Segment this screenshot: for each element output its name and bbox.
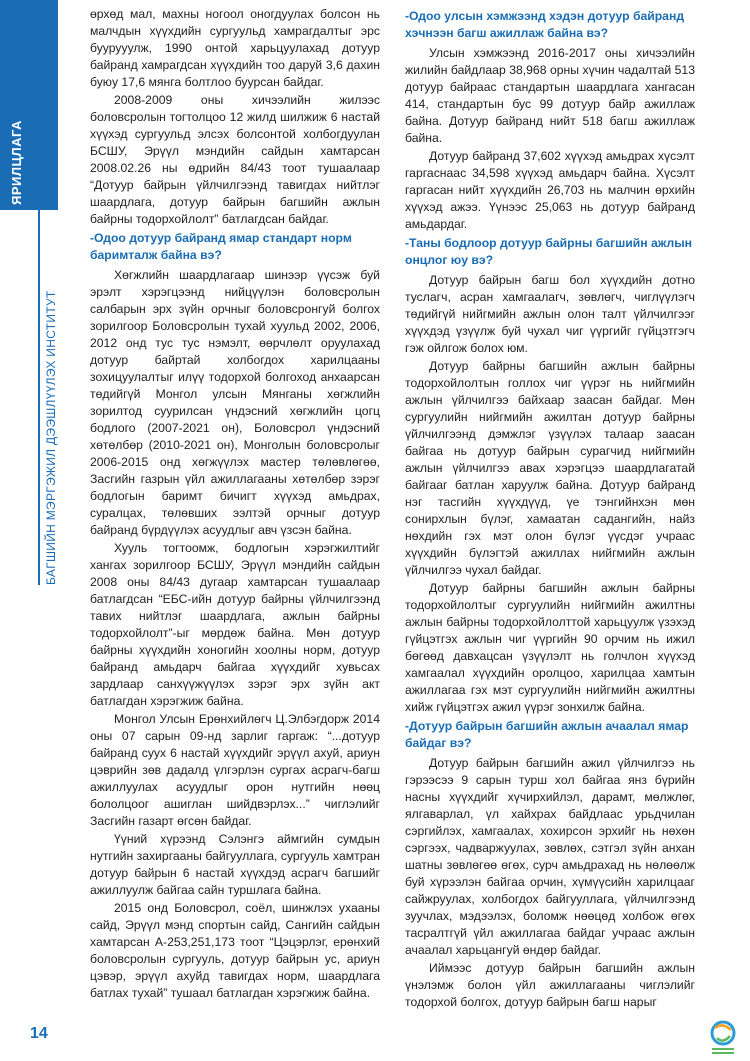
paragraph: Дотуур байрын багш бол хүүхдийн дотно туслагч, асран хамгаалагч, зөвлөгч, чиглүүлэгч төдийгүй нийгмийн ажлын олон талт үйлчилгээг хүүхдэд үзүүлж буй чухал чиг үүргийг гүйцэтгэгч гэж ойлгож болох юм.	[405, 273, 695, 355]
sidebar-rule	[38, 210, 40, 585]
question-heading: -Дотуур байрын багшийн ажлын ачаалал ямар байдаг вэ?	[405, 719, 689, 750]
section-label: ЯРИЛЦЛАГА	[9, 120, 24, 205]
paragraph: Дотуур байрны багшийн ажлын байрны тодорхойлолтын голлох чиг үүрэг нь нийгмийн ажлын үйлчилгээ байхаар заасан байдаг. Мөн сургуулийн нийгмийн ажилтан дотуур байрны үйлчилгээнд дэмжлэг үзүүлэх талаар заасан байгаа нь дотуур байрын сурагчид нийгмийн ажлын үйлчилгээ авах хэрэгцээ шаардлагатай байгааг батлан харуулж байна. Дотуур байранд нэг тасгийн хүүхдүүд, үе тэнгийнхэн мөн сонирхлын бүлэг, хамаатан садангийн, найз нөхдийн гэх мэт олон бүлэг үүсдэг учраас хүүхдийн бүлэгтэй ажиллах нийгмийн ажлын үйлчилгээ чухал байдаг.	[405, 359, 695, 577]
section-tab	[0, 0, 58, 210]
paragraph: 2015 онд Боловсрол, соёл, шинжлэх ухааны сайд, Эрүүл мэнд спортын сайд, Сангийн сайдын хамтарсан А-253,251,173 тоот “Цэцэрлэг, ерөнхий боловсролын сургууль, дотуур байрын ус, ариун цэвэр, эрүүл ахуйд тавигдах норм, шаардлага батлах тухай” тушаал батлагдан хэрэгжиж байна.	[90, 901, 380, 1000]
question-heading: -Одоо дотуур байранд ямар стандарт норм баримталж байна вэ?	[90, 231, 352, 262]
right-column	[405, 6, 695, 1012]
left-column	[90, 6, 380, 1003]
paragraph: Дотуур байрны багшийн ажлын байрны тодорхойлолтыг сургуулийн нийгмийн ажилтны ажлын байрны тодорхойлолттой харьцуулж үзэхэд гүйцэтгэх ажлын чиг үүргийн 90 орчим нь ижил бөгөөд давхацсан үзүүлэлт нь голчлон хүүхэд хамгаалал хүүхдийн оролцоо, харилцаа хамтын ажиллагаа гэх мэт сургуулийн нийгмийн ажилтны хийж гүйцэтгэх ажил үүрэг зонхилж байна.	[405, 581, 695, 714]
paragraph: Иймээс дотуур байрын багшийн ажлын үнэлэмж болон үйл ажиллагааны чиглэлийг тодорхой болгох, дотуур байрын багш нарыг	[405, 961, 695, 1009]
sidebar	[0, 0, 58, 1061]
paragraph: Хөгжлийн шаардлагаар шинээр үүсэж буй эрэлт хэрэгцээнд нийцүүлэн боловсролын салбарын эрх зүйн орчныг боловсронгуй болгох зорилгоор Боловсролын тухай хуульд 2002, 2006, 2012 онд тус тус нэмэлт, өөрчлөлт оруулахад дотуур байртай холбогдох харилцааны зохицуулалтыг илүү тодорхой болгоход анхаарсан төдийгүй Монгол улсын Мянганы хөгжлийн зорилтод суурилсан үндэсний хөгжлийн цогц бодлого (2007-2021 он), Боловсрол үндэсний хөтөлбөр (2010-2021 он), Монголын боловсролыг 2006-2015 онд хөгжүүлэх мастер төлөвлөгөө, Засгийн газрын үйл ажиллагааны хөтөлбөр зэрэг бодлогын баримт бичигт хүүхэд амьдрах, суралцах, төлөвших ээлтэй орчныг дотуур байранд бүрдүүлэх асуудлыг авч үзсэн байна.	[90, 268, 380, 537]
paragraph: Дотуур байранд 37,602 хүүхэд амьдрах хүсэлт гаргаснаас 34,598 хүүхэд амьдарч байна. Хүсэлт гаргасан нийт хүүхдийн 26,703 нь малчин өрхийн хүүхэд ажээ. Үүнээс 25,063 нь дотуур байранд амьдардаг.	[405, 149, 695, 231]
paragraph: Үүний хүрээнд Сэлэнгэ аймгийн сумдын нутгийн захиргааны байгууллага, сургууль хамтран дотуур байрын 6 настай хүүхдэд асрагч багшийг ажиллуулж байгаа сайн туршлага байна.	[90, 832, 380, 897]
paragraph: Дотуур байрын багшийн ажил үйлчилгээ нь гэрээсээ 9 сарын турш хол байгаа янз бүрийн насны хүүхдийг хүчирхийлэл, дарамт, мөлжлөг, ялгаварлал, үл хайхрах байдлаас урьдчилан сэргийлэх, хамгаалах, хохирсон эрхийг нь нөхөн сэргээх, чадваржуулах, зөвлөх, сэтгэл зүйн анхан шатны зөвлөгөө өгөх, сурч амьдрахад нь нөлөөлж буй хүрээлэн байгаа орчин, хүмүүсийн харилцааг сайжруулах, холбогдох байгууллага, үйлчилгээнд зуучлах, мэдээлэх, боломж нөөцөд холбож өгөх тасралтгүй үйл ажиллагаа байдаг учраас ажлын ачаалал харьцангуй өндөр байдаг.	[405, 756, 695, 957]
paragraph: 2008-2009 оны хичээлийн жилээс боловсролын тогтолцоо 12 жилд шилжиж 6 настай хүүхэд сургуульд элсэх болсонтой холбогдуулан БСШУ, Эрүүл мэндийн сайдын хамтарсан 2008.02.26 ны өдрийн 84/43 тоот тушаалаар “Дотуур байрын үйлчилгээнд тавигдах нийтлэг шаардлага, дотуур байрын багшийн ажлын байрны тодорхойлолт” батлагдсан байдаг.	[90, 93, 380, 226]
question-heading: -Одоо улсын хэмжээнд хэдэн дотуур байранд хэчнээн багш ажиллаж байна вэ?	[405, 9, 685, 40]
question-heading: -Таны бодлоор дотуур байрны багшийн ажлын онцлог юу вэ?	[405, 236, 692, 267]
paragraph: өрхөд мал, махны ногоол оногдуулах болсон нь малчдын хүүхдийн сургуульд хамрагдалтыг эрс буурууулж, 1990 онтой харьцуулахад дотуур байранд хамрагдсан хүүхдийн тоо даруй 3,6 дахин буюу 17,6 мянга болтлоо буурсан байдаг.	[90, 7, 380, 89]
paragraph: Хууль тогтоомж, бодлогын хэрэгжилтийг хангах зорилгоор БСШУ, Эрүүл мэндийн сайдын 2008 оны 84/43 дугаар хамтарсан тушаалаар батлагдсан “ЕБС-ийн дотуур байрны үйлчилгээнд тавих нийтлэг шаардлага, ажлын байрны тодорхойлолт”-ыг мөрдөж байна. Мөн дотуур байрны хүүхдийн хоногийн хоолны норм, дотуур байранд амьдарч байгаа хүүхдийг хувьсах зардлаар санхүүжүүлэх зэрэг эрх зүйн акт батлагдан хэрэгжиж байна.	[90, 541, 380, 708]
paragraph: Улсын хэмжээнд 2016-2017 оны хичээлийн жилийн байдлаар 38,968 орны хүчин чадалтай 513 дотуур байраас стандартын шаардлага хангасан 414, стандартын бус 99 дотуур байр ажиллаж байна. Дотуур байранд нийт 518 багш ажиллаж байна.	[405, 46, 695, 145]
institute-logo-icon	[705, 1018, 741, 1056]
paragraph: Монгол Улсын Ерөнхийлөгч Ц.Элбэгдорж 2014 оны 07 сарын 09-нд зарлиг гаргаж: “...дотуур байранд суух 6 настай хүүхдийг эрүүл ахуй, ариун цэврийн зөв дадалд үлгэрлэн сургах асрагч-багш ажиллуулах асуудлыг орон нутгийн нөөц бололцоог ашиглан шийдвэрлэх...” чиглэлийг Засгийн газарт өгсөн байдаг.	[90, 712, 380, 828]
page-number: 14	[30, 1025, 48, 1042]
institute-label: БАГШИЙН МЭРГЭЖИЛ ДЭЭШЛҮҮЛЭХ ИНСТИТУТ	[44, 290, 58, 585]
